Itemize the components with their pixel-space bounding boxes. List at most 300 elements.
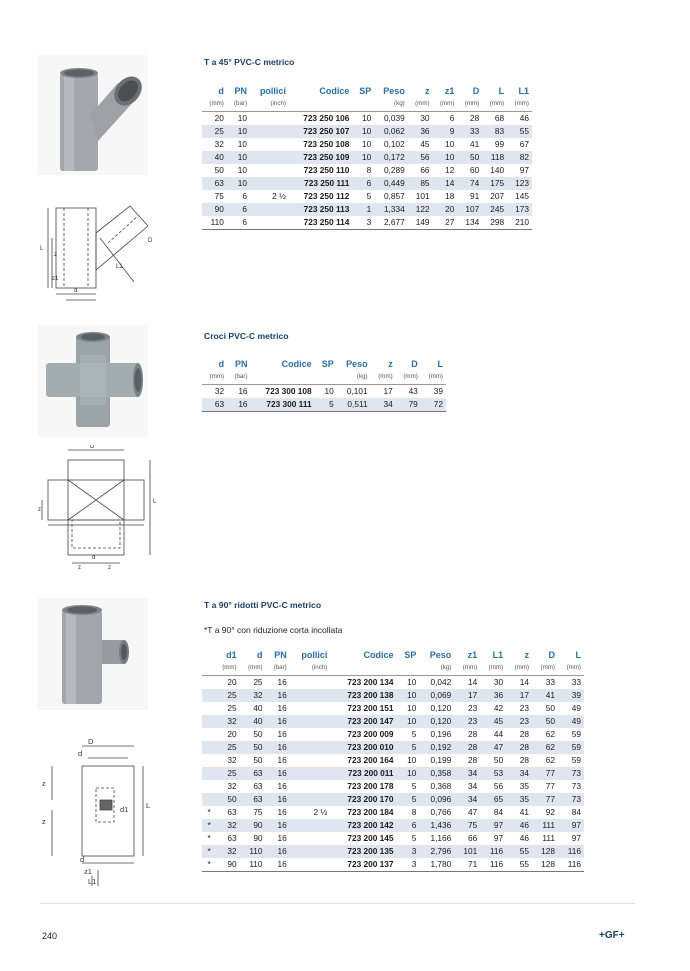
table-cell: 32 — [214, 139, 224, 149]
table-cell: 723 200 011 — [330, 767, 396, 780]
column-header: d — [218, 86, 224, 96]
column-header: L1 — [518, 86, 529, 96]
column-header: Codice — [281, 359, 312, 369]
tee-45-photo — [38, 55, 148, 175]
table-cell: 84 — [493, 807, 504, 817]
table-cell: 5 — [397, 741, 420, 754]
table-cell: 63 — [202, 177, 227, 190]
table-cell: 123 — [507, 177, 532, 190]
table-cell — [290, 702, 331, 715]
column-unit: (mm) — [507, 97, 532, 112]
table-row — [202, 754, 584, 767]
table-cell: 23 — [467, 703, 478, 713]
table-cell: 34 — [467, 781, 478, 791]
table-cell: 17 — [506, 689, 532, 702]
table-cell: 10 — [237, 113, 248, 123]
table-cell: 3 — [397, 845, 420, 858]
table-cell: 33 — [545, 677, 555, 687]
table-cell: 16 — [266, 858, 290, 872]
table-cell: 30 — [493, 677, 504, 687]
table-cell — [290, 676, 331, 690]
table-cell: 1,334 — [374, 203, 407, 216]
column-unit: (bar) — [266, 661, 290, 676]
table-cell: 28 — [454, 741, 480, 754]
column-header: L1 — [492, 650, 504, 660]
table-row — [202, 832, 584, 845]
table-cell: 14 — [467, 677, 478, 687]
table-cell: 16 — [227, 398, 250, 412]
table-cell — [202, 793, 214, 806]
table-cell: 50 — [532, 715, 558, 728]
table-cell: 10 — [324, 386, 334, 396]
table-cell: 298 — [482, 216, 507, 230]
table-cell: 59 — [571, 729, 581, 739]
table-cell: 5 — [411, 833, 417, 843]
table-row — [202, 715, 584, 728]
table-cell: 28 — [519, 755, 530, 765]
table-cell: * — [202, 858, 214, 872]
table-cell: 723 250 114 — [289, 216, 352, 230]
table-cell: 50 — [253, 729, 263, 739]
table-cell — [202, 754, 214, 767]
table-cell: 116 — [480, 858, 506, 872]
table-cell: 245 — [482, 203, 507, 216]
table-cell: 63 — [253, 781, 263, 791]
table-cell: 10 — [445, 139, 455, 149]
table-cell: 0,192 — [419, 741, 454, 754]
dim-label: D — [148, 238, 153, 244]
table-cell: 35 — [506, 793, 532, 806]
dim-label: L — [146, 801, 151, 810]
table-cell: 723 300 108 — [265, 386, 312, 396]
table-cell: 25 — [214, 741, 240, 754]
table-cell: 55 — [506, 858, 532, 872]
table-row — [202, 676, 584, 690]
dim-label: L — [153, 499, 157, 505]
table-cell: 110 — [240, 845, 266, 858]
table-row — [202, 190, 532, 203]
section-title-reducing-tee: T a 90° ridotti PVC-C metrico — [204, 600, 322, 610]
table-cell: 0,368 — [430, 781, 452, 791]
column-header: pollici — [301, 650, 328, 660]
table-cell: 8 — [411, 807, 417, 817]
column-unit — [289, 97, 352, 112]
dim-label: z — [78, 565, 81, 570]
table-cell: 90 — [240, 819, 266, 832]
table-header-row — [202, 86, 532, 97]
table-cell: 110 — [202, 216, 227, 230]
table-cell: 36 — [480, 689, 506, 702]
column-header: SP — [321, 359, 334, 369]
table-cell: 723 200 009 — [347, 729, 394, 739]
table-cell: 40 — [253, 703, 263, 713]
table-cell: 118 — [482, 151, 507, 164]
dim-label: z — [54, 252, 57, 258]
table-cell — [202, 702, 214, 715]
table-cell — [250, 177, 289, 190]
table-cell: 145 — [515, 191, 529, 201]
table-cell: 63 — [227, 833, 237, 843]
table-cell: 27 — [433, 216, 458, 230]
table-cell: 101 — [415, 191, 430, 201]
table-cell: 122 — [408, 203, 433, 216]
column-unit: (mm) — [240, 661, 266, 676]
tee-45-drawing — [38, 198, 163, 303]
table-cell: 23 — [454, 715, 480, 728]
table-row — [202, 741, 584, 754]
table-cell: 16 — [277, 807, 287, 817]
table-cell: 33 — [457, 125, 482, 138]
dim-label: z — [38, 507, 41, 513]
table-cell: 0,062 — [374, 125, 407, 138]
table-cell: 16 — [277, 729, 287, 739]
column-unit: (inch) — [250, 97, 289, 112]
table-cell: 97 — [519, 165, 529, 175]
table-cell: 56 — [493, 781, 504, 791]
table-cell: 40 — [240, 715, 266, 728]
column-unit: (mm) — [454, 661, 480, 676]
table-row — [202, 806, 584, 819]
table-units-row — [202, 661, 584, 676]
table-cell: 40 — [202, 151, 227, 164]
table-row — [202, 112, 532, 126]
reducing-tee-table — [202, 650, 584, 872]
table-cell: 97 — [558, 819, 584, 832]
table-cell: 23 — [519, 703, 530, 713]
table-cell: 75 — [454, 819, 480, 832]
table-cell: 5 — [366, 191, 372, 201]
table-cell: 77 — [532, 793, 558, 806]
table-cell — [202, 728, 214, 741]
table-cell: 16 — [277, 755, 287, 765]
table-units-row — [202, 97, 532, 112]
table-cell: 16 — [266, 767, 290, 780]
table-row — [202, 780, 584, 793]
dim-label: z — [42, 817, 46, 826]
table-cell — [290, 715, 331, 728]
table-cell: 50 — [214, 793, 240, 806]
table-cell: 10 — [237, 139, 248, 149]
table-cell: 28 — [519, 729, 530, 739]
table-cell: 16 — [277, 781, 287, 791]
table-cell: 723 200 178 — [347, 781, 394, 791]
table-cell: 149 — [408, 216, 433, 230]
column-unit: (mm) — [202, 370, 227, 385]
table-cell: 3 — [352, 216, 374, 230]
table-cell: 39 — [558, 689, 584, 702]
table-cell: 59 — [571, 755, 581, 765]
column-header: SP — [404, 650, 417, 660]
table-cell: 49 — [571, 703, 581, 713]
table-cell: 0,449 — [374, 177, 407, 190]
column-unit: (kg) — [337, 370, 371, 385]
table-cell — [290, 780, 331, 793]
table-cell: 9 — [433, 125, 458, 138]
table-cell: 0,120 — [430, 703, 452, 713]
column-header: D — [411, 359, 418, 369]
column-header: Codice — [319, 86, 350, 96]
table-cell: 16 — [277, 833, 287, 843]
table-cell: 723 200 151 — [347, 703, 394, 713]
table-cell: 60 — [470, 165, 480, 175]
cross-drawing — [38, 445, 163, 570]
table-cell: 723 200 134 — [347, 677, 394, 687]
table-header-row — [202, 359, 446, 370]
table-cell: 0,101 — [346, 386, 368, 396]
table-cell: 0,857 — [383, 191, 405, 201]
dim-label: L1 — [88, 877, 97, 886]
dim-label: d1 — [120, 805, 129, 814]
table-cell: 25 — [214, 689, 240, 702]
table-cell: 25 — [214, 767, 240, 780]
table-cell: 0,069 — [419, 689, 454, 702]
table-cell: 723 200 135 — [330, 845, 396, 858]
table-cell: 17 — [454, 689, 480, 702]
table-cell: 25 — [227, 703, 237, 713]
table-cell: 0,766 — [430, 807, 452, 817]
table-cell: 32 — [214, 715, 240, 728]
column-header: z — [388, 359, 393, 369]
table-cell: 207 — [490, 191, 505, 201]
table-cell: 2,796 — [419, 845, 454, 858]
column-header: D — [472, 86, 480, 96]
table-cell: 8 — [366, 165, 372, 175]
table-cell: 97 — [571, 833, 581, 843]
table-cell: 6 — [242, 191, 248, 201]
column-unit: (mm) — [558, 661, 584, 676]
table-cell: 92 — [545, 807, 555, 817]
dim-label: L — [40, 246, 44, 252]
table-cell — [290, 858, 331, 872]
table-cell — [250, 138, 289, 151]
tee-45-table — [202, 86, 532, 230]
reducing-tee-photo — [38, 598, 148, 710]
table-cell: 10 — [407, 703, 417, 713]
table-cell: 111 — [542, 833, 555, 843]
table-cell: 10 — [362, 113, 372, 123]
table-cell: * — [207, 833, 211, 843]
table-cell: 73 — [558, 793, 584, 806]
page-number: 240 — [42, 931, 58, 941]
table-cell: 175 — [482, 177, 507, 190]
column-unit — [315, 370, 337, 385]
table-cell: 116 — [558, 845, 584, 858]
table-cell: 0,289 — [383, 165, 405, 175]
table-cell: * — [202, 845, 214, 858]
table-cell: 20 — [227, 729, 237, 739]
table-cell — [250, 151, 289, 164]
table-cell: 723 250 107 — [289, 125, 352, 138]
table-cell: 10 — [407, 677, 417, 687]
column-header: z — [425, 86, 430, 96]
table-header-row — [202, 650, 584, 661]
table-cell: 50 — [493, 755, 504, 765]
table-cell: 6 — [397, 819, 420, 832]
cross-photo — [38, 325, 148, 437]
table-cell: 723 200 145 — [347, 833, 394, 843]
table-cell: 110 — [240, 858, 266, 872]
table-row — [202, 728, 584, 741]
table-cell: 10 — [237, 165, 248, 175]
table-cell: 16 — [277, 703, 287, 713]
table-cell: 71 — [454, 858, 480, 872]
table-cell: 10 — [227, 125, 250, 138]
column-unit: (mm) — [457, 97, 482, 112]
table-cell: 723 200 138 — [330, 689, 396, 702]
table-cell: 53 — [480, 767, 506, 780]
table-cell: 66 — [420, 165, 430, 175]
table-cell: 2 ½ — [313, 807, 328, 817]
column-unit: (mm) — [421, 370, 446, 385]
table-cell: 34 — [454, 793, 480, 806]
dim-label: d — [80, 855, 85, 864]
table-cell: 68 — [494, 113, 505, 123]
table-cell: 128 — [532, 845, 558, 858]
dim-label: z — [42, 779, 46, 788]
table-row — [202, 138, 532, 151]
table-cell: 63 — [227, 807, 237, 817]
table-cell — [202, 741, 214, 754]
table-cell — [250, 164, 289, 177]
table-cell: 46 — [506, 819, 532, 832]
column-unit: (mm) — [506, 661, 532, 676]
column-header: z — [524, 650, 530, 660]
table-cell: 32 — [214, 845, 240, 858]
table-cell — [290, 754, 331, 767]
column-header: L — [498, 86, 505, 96]
table-cell: 43 — [408, 386, 418, 396]
table-cell: 10 — [362, 139, 372, 149]
dim-label: D — [88, 738, 94, 746]
table-cell: 6 — [352, 177, 374, 190]
table-cell: 17 — [383, 386, 393, 396]
table-cell: 107 — [457, 203, 482, 216]
table-cell: 82 — [507, 151, 532, 164]
table-cell: 28 — [467, 755, 478, 765]
table-cell: 10 — [397, 689, 420, 702]
table-cell: 25 — [202, 125, 227, 138]
table-cell: 0,196 — [430, 729, 452, 739]
table-cell: 46 — [519, 833, 530, 843]
column-unit: (kg) — [374, 97, 407, 112]
column-header: pollici — [259, 86, 286, 96]
table-cell: 2,677 — [374, 216, 407, 230]
table-cell: 20 — [227, 677, 237, 687]
table-cell: 0,511 — [337, 398, 371, 412]
column-header: Peso — [383, 86, 405, 96]
table-cell — [290, 832, 331, 845]
table-cell — [202, 780, 214, 793]
column-unit — [397, 661, 420, 676]
table-units-row — [202, 370, 446, 385]
column-unit: (mm) — [214, 661, 240, 676]
table-cell: 97 — [493, 833, 504, 843]
table-cell — [250, 125, 289, 138]
table-cell: 45 — [480, 715, 506, 728]
table-cell: 5 — [397, 793, 420, 806]
table-cell: 723 250 112 — [303, 191, 350, 201]
table-cell: 0,120 — [419, 715, 454, 728]
table-row — [202, 151, 532, 164]
table-cell: 116 — [558, 858, 584, 872]
column-unit: (kg) — [419, 661, 454, 676]
table-cell — [250, 203, 289, 216]
table-cell: 74 — [457, 177, 482, 190]
table-cell: 66 — [467, 833, 478, 843]
table-cell: 50 — [457, 151, 482, 164]
table-cell: 0,102 — [383, 139, 405, 149]
table-cell: 12 — [445, 165, 455, 175]
table-cell — [202, 689, 214, 702]
column-header: L — [437, 359, 443, 369]
dim-label: L1 — [116, 264, 123, 270]
table-cell: 14 — [519, 677, 530, 687]
table-cell: 16 — [266, 715, 290, 728]
table-cell: 32 — [227, 755, 237, 765]
table-cell: 6 — [227, 203, 250, 216]
table-cell: 723 250 110 — [303, 165, 350, 175]
table-row — [202, 689, 584, 702]
table-cell: 140 — [490, 165, 505, 175]
table-cell: 34 — [371, 398, 396, 412]
table-cell: 32 — [214, 819, 240, 832]
column-header: Peso — [346, 359, 368, 369]
table-cell: 41 — [532, 689, 558, 702]
column-header: PN — [234, 86, 248, 96]
table-cell — [290, 741, 331, 754]
dim-label: d — [78, 749, 83, 758]
table-cell: 83 — [482, 125, 507, 138]
table-cell — [202, 715, 214, 728]
table-cell: 10 — [397, 715, 420, 728]
table-cell: 90 — [202, 203, 227, 216]
table-cell: 1,436 — [419, 819, 454, 832]
table-cell: 65 — [480, 793, 506, 806]
table-cell: 45 — [420, 139, 430, 149]
table-cell: 20 — [433, 203, 458, 216]
table-cell: 41 — [519, 807, 530, 817]
table-cell: * — [207, 807, 211, 817]
table-cell: 46 — [519, 113, 529, 123]
table-cell: 10 — [352, 151, 374, 164]
table-cell: 30 — [420, 113, 430, 123]
table-cell — [202, 676, 214, 690]
table-cell: 16 — [238, 386, 248, 396]
table-cell — [290, 845, 331, 858]
table-cell: 723 200 142 — [330, 819, 396, 832]
table-cell: 28 — [506, 741, 532, 754]
column-unit: (mm) — [202, 97, 227, 112]
table-cell: 79 — [396, 398, 421, 412]
column-unit: (mm) — [482, 97, 507, 112]
table-cell — [290, 819, 331, 832]
table-cell: 5 — [411, 781, 417, 791]
column-header: L — [575, 650, 581, 660]
table-cell: 173 — [507, 203, 532, 216]
table-cell: 47 — [467, 807, 478, 817]
table-cell: 50 — [240, 741, 266, 754]
table-cell: 16 — [266, 689, 290, 702]
dim-label: D — [90, 445, 95, 450]
column-header: D — [548, 650, 555, 660]
gf-logo: +GF+ — [599, 930, 625, 941]
table-cell — [290, 728, 331, 741]
table-row — [202, 793, 584, 806]
column-header — [202, 650, 214, 661]
table-cell: 59 — [558, 741, 584, 754]
table-cell: 77 — [545, 781, 555, 791]
dim-label: d — [92, 555, 96, 561]
